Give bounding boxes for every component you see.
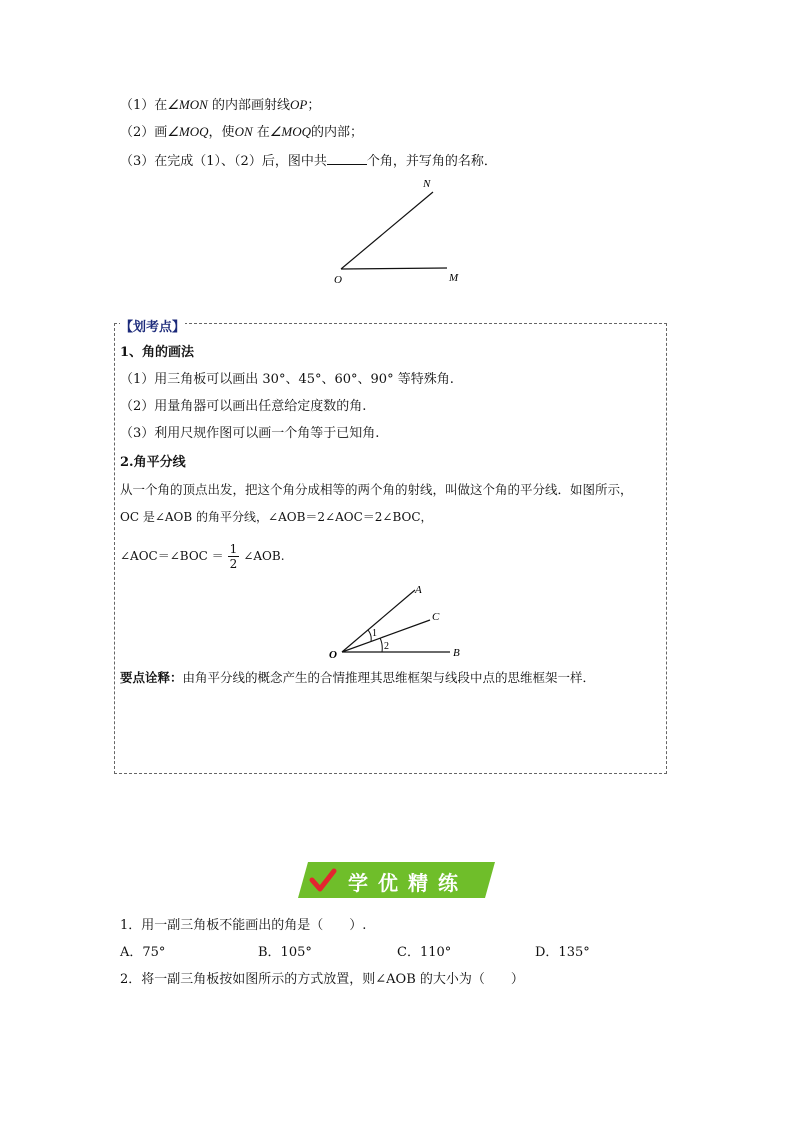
label-o: O: [329, 649, 337, 661]
label-angle-2: 2: [384, 641, 389, 652]
key-note-label: 要点诠释：: [120, 670, 183, 685]
label-o: O: [334, 274, 342, 286]
angle-arc-1: [368, 630, 371, 641]
exercise-2: 2．将一副三角板按如图所示的方式放置，则∠AOB 的大小为（ ）: [120, 972, 524, 987]
label-n: N: [423, 178, 431, 190]
label-c: C: [432, 611, 440, 623]
label-m: M: [449, 272, 459, 284]
angle-moq-2: ∠MOQ: [269, 124, 312, 139]
section-1-item: （1）用三角板可以画出 30°、45°、60°、90° 等特殊角.: [120, 372, 454, 387]
section-1-item: （3）利用尺规作图可以画一个角等于已知角.: [120, 426, 380, 441]
section-2-text-2: OC 是∠AOB 的角平分线，∠AOB＝2∠AOC＝2∠BOC，: [120, 510, 433, 524]
exercise-1-option-d[interactable]: D．135°: [535, 945, 590, 960]
exercise-1-option-a[interactable]: A．75°: [120, 945, 166, 960]
label-a: A: [415, 584, 422, 596]
exercise-1-option-b[interactable]: B．105°: [258, 945, 312, 960]
angle-mon: ∠MON: [167, 97, 208, 112]
label-angle-1: 1: [372, 628, 377, 639]
section-2-heading: 2.角平分线: [120, 455, 186, 470]
question-part-1: （1）在∠MON 的内部画射线OP；: [120, 97, 321, 113]
section-2-text-1: 从一个角的顶点出发，把这个角分成相等的两个角的射线，叫做这个角的平分线．如图所示，: [120, 482, 633, 497]
angle-arc-2: [380, 638, 382, 652]
answer-blank[interactable]: [327, 150, 367, 165]
section-1-item: （2）用量角器可以画出任意给定度数的角.: [120, 399, 367, 414]
exercise-1: 1．用一副三角板不能画出的角是（ ）.: [120, 918, 367, 933]
banner-title: 学优精练: [348, 871, 468, 895]
question-part-3: （3）在完成（1）、（2）后，图中共 个角，并写角的名称．: [120, 150, 497, 172]
question-part-2: （2）画∠MOQ，使ON 在∠MOQ的内部；: [120, 124, 364, 140]
ray-om-line: [341, 268, 447, 269]
exercise-1-option-c[interactable]: C．110°: [397, 945, 452, 960]
angle-moq: ∠MOQ: [167, 124, 209, 139]
key-points-title: 【划考点】: [120, 316, 185, 335]
ray-op: OP: [289, 97, 308, 112]
fraction-one-half: $\frac{1}{2}$: [229, 542, 238, 571]
key-note: 要点诠释：由角平分线的概念产生的合情推理其思维框架与线段中点的思维框架一样．: [120, 670, 596, 685]
label-b: B: [453, 647, 460, 659]
ray-on-line: [341, 192, 433, 269]
section-1-heading: 1、角的画法: [120, 345, 195, 360]
ray-on: ON: [234, 124, 253, 139]
bisector-equation: ∠AOC＝∠BOC ＝ $\frac{1}{2}$ ∠AOB.: [120, 542, 285, 571]
ray-oa-line: [342, 590, 415, 652]
angle-bisector-figure: [325, 580, 475, 662]
angle-mon-figure: [325, 172, 475, 290]
